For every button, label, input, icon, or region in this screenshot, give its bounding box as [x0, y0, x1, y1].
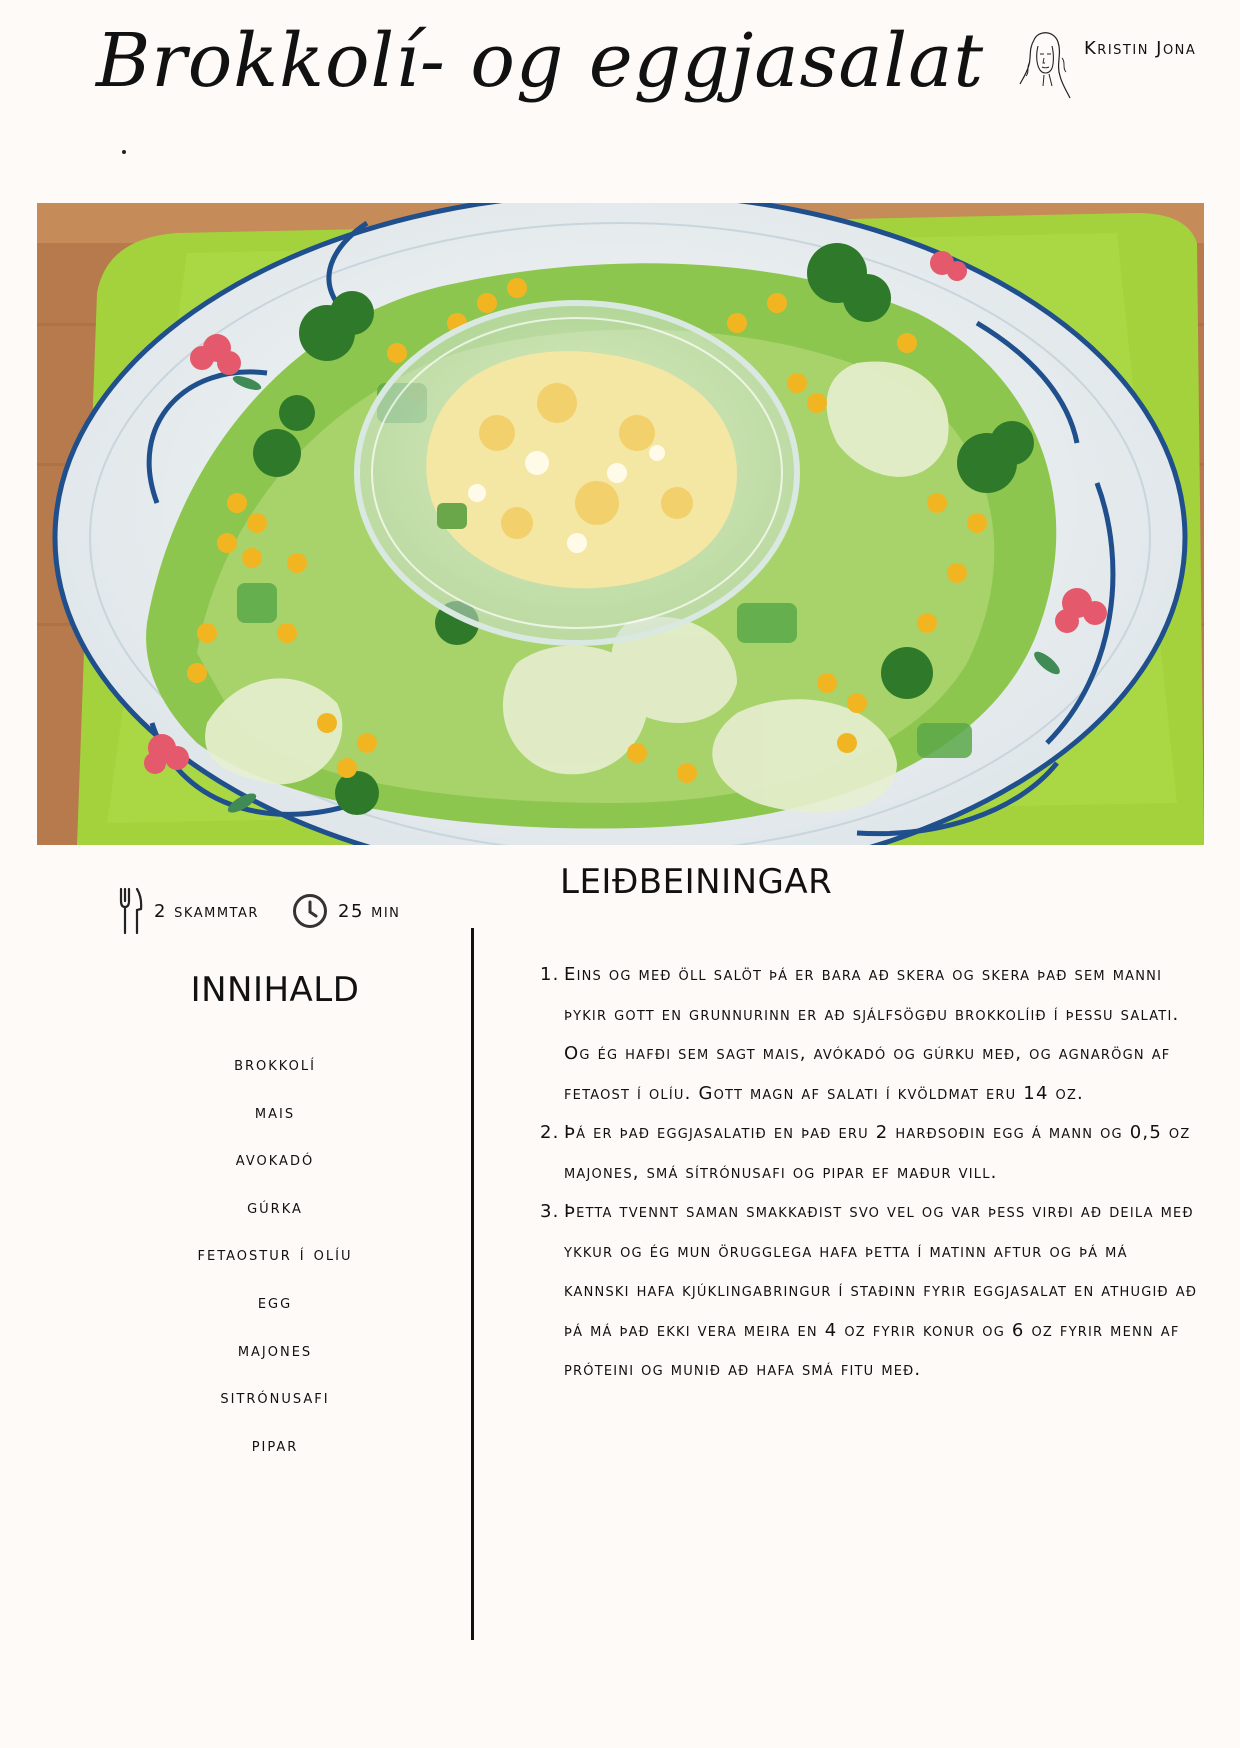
ingredients-list	[110, 1053, 440, 1481]
step-number: 1.	[540, 964, 560, 985]
salad-plate-photo	[37, 203, 1204, 845]
instructions-heading: LEIÐBEININGAR	[560, 862, 833, 902]
recipe-title: Brokkolí- og eggjasalat	[96, 18, 985, 104]
step-text: Eins og með öll salöt þá er bara að skera og skera það sem manni þykir gott en grunnurinn er að sjálfsögðu brokkolíið í þessu salati. Og ég hafði sem sagt mais, avókadó og gúrku með, og agnarögn af fetaost í olíu. Gott magn af salati í kvöldmat eru 14 oz.	[564, 964, 1180, 1104]
ingredient-item: avokadó	[235, 1148, 315, 1171]
author-name: Kristin Jona	[1084, 38, 1197, 59]
ingredients-heading: INNIHALD	[190, 970, 360, 1010]
ingredient-item: mais	[254, 1100, 296, 1123]
ingredient-item: gúrka	[247, 1195, 303, 1218]
step-number: 2.	[540, 1122, 560, 1143]
ingredient-item: sitrónusafi	[220, 1386, 330, 1409]
servings-meta	[118, 886, 259, 936]
time-meta	[292, 886, 400, 936]
time-label: 25 min	[338, 900, 401, 922]
step-number: 3.	[540, 1201, 560, 1222]
woman-face-line-icon	[1016, 28, 1072, 103]
author-block	[1016, 28, 1216, 103]
clock-icon	[292, 893, 328, 929]
ingredient-item: pipar	[251, 1433, 299, 1456]
instruction-step	[540, 955, 1200, 1113]
decorative-dot	[122, 150, 126, 154]
ingredient-item: fetaostur í olíu	[197, 1243, 353, 1266]
fork-knife-icon	[118, 887, 144, 935]
step-text: Þetta tvennt saman smakkaðist svo vel og var þess virði að deila með ykkur og ég mun örugglega hafa þetta í matinn aftur og þá má kannski hafa kjúklingabringur í staðinn fyrir eggjasalat en athugið að þá má það ekki vera meira en 4 oz fyrir konur og 6 oz fyrir menn af próteini og munið að hafa smá fitu með.	[564, 1201, 1198, 1380]
ingredient-item: brokkolí	[234, 1053, 316, 1075]
instruction-step	[540, 1192, 1200, 1390]
instructions-list	[540, 955, 1200, 1390]
column-divider	[471, 928, 474, 1640]
instruction-step	[540, 1113, 1200, 1192]
ingredient-item: egg	[257, 1290, 293, 1313]
ingredient-item: majones	[237, 1338, 313, 1361]
step-text: Þá er það eggjasalatið en það eru 2 harðsoðin egg á mann og 0,5 oz majones, smá sítrónusafi og pipar ef maður vill.	[564, 1122, 1191, 1183]
servings-label: 2 skammtar	[154, 900, 259, 922]
